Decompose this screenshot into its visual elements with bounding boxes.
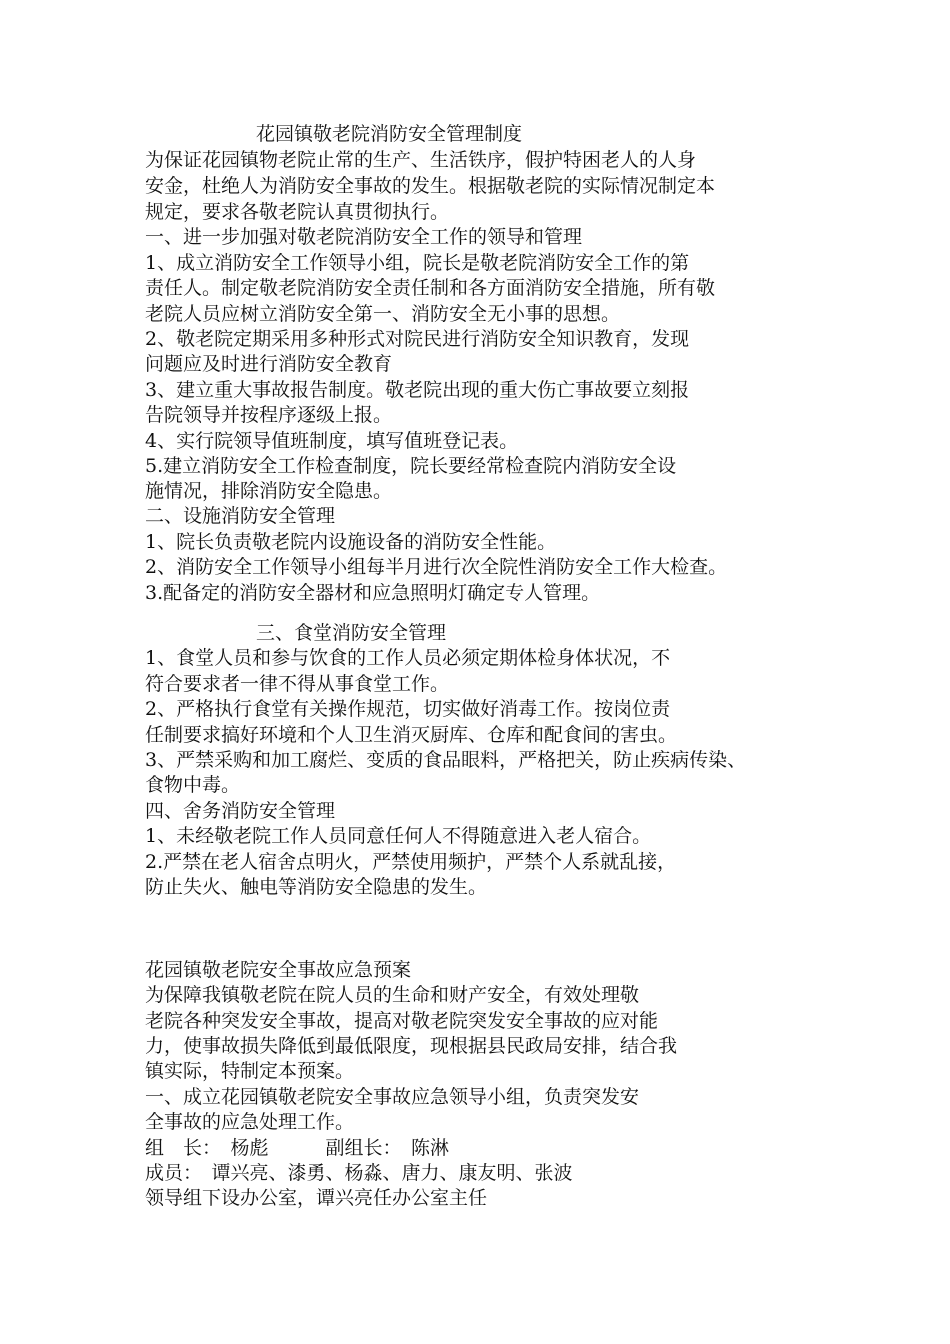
text-line: 1、未经敬老院工作人员同意任何人不得随意进入老人宿合。 <box>145 825 652 847</box>
text-line: 1、成立消防安全工作领导小组，院长是敬老院消防安全工作的第 <box>145 252 690 274</box>
section-heading-1: 一、进一步加强对敬老院消防安全工作的领导和管理 <box>145 226 583 248</box>
text-line: 食物中毒。 <box>145 774 241 796</box>
text-line: 2.严禁在老人宿舍点明火，严禁使用频护，严禁个人系就乱接， <box>145 851 677 873</box>
text-line: 2、严格执行食堂有关操作规范，切实做好消毒工作。按岗位责 <box>145 698 671 720</box>
text-line: 告院领导并按程序逐级上报。 <box>145 404 393 426</box>
section-heading-2: 二、设施消防安全管理 <box>145 505 336 527</box>
text-line: 为保证花园镇物老院止常的生产、生活铁序，假护特困老人的人身 <box>145 149 697 171</box>
section-heading-3: 三、食堂消防安全管理 <box>256 622 447 644</box>
text-line: 为保障我镇敬老院在院人员的生命和财产安全，有效处理敬 <box>145 984 640 1006</box>
text-line: 老院各种突发安全事故，提高对敬老院突发安全事故的应对能 <box>145 1010 659 1032</box>
text-line: 老院人员应树立消防安全第一、消防安全无小事的思想。 <box>145 303 621 325</box>
text-line: 全事故的应急处理工作。 <box>145 1111 355 1133</box>
text-line: 镇实际，特制定本预案。 <box>145 1060 355 1082</box>
text-line: 3.配备定的消防安全器材和应急照明灯确定专人管理。 <box>145 582 601 604</box>
text-line: 一、成立花园镇敬老院安全事故应急领导小组，负责突发安 <box>145 1086 640 1108</box>
text-line: 3、建立重大事故报告制度。敬老院出现的重大伤亡事故要立刻报 <box>145 379 690 401</box>
text-line: 力，使事故损失降低到最低限度，现根据县民政局安排，结合我 <box>145 1035 678 1057</box>
text-line: 任制要求搞好环境和个人卫生消灭厨库、仓库和配食间的害虫。 <box>145 724 678 746</box>
office-line: 领导组下设办公室，谭兴亮任办公室主任 <box>145 1187 488 1209</box>
text-line: 1、食堂人员和参与饮食的工作人员必须定期体检身体状况，不 <box>145 647 671 669</box>
text-line: 符合要求者一律不得从事食堂工作。 <box>145 673 450 695</box>
text-line: 5.建立消防安全工作检查制度，院长要经常检查院内消防安全设 <box>145 455 677 477</box>
text-line: 1、院长负责敬老院内设施设备的消防安全性能。 <box>145 531 557 553</box>
section-heading-4: 四、舍务消防安全管理 <box>145 800 336 822</box>
text-line: 责任人。制定敬老院消防安全责任制和各方面消防安全措施，所有敬 <box>145 277 716 299</box>
text-line: 问题应及时进行消防安全教育 <box>145 353 393 375</box>
text-line: 3、严禁采购和加工腐烂、变质的食品眼料，严格把关，防止疾病传染、 <box>145 749 747 771</box>
text-line: 2、消防安全工作领导小组每半月进行次全院性消防安全工作大检查。 <box>145 556 728 578</box>
text-line: 规定，要求各敬老院认真贯彻执行。 <box>145 201 450 223</box>
doc-title-fire-safety: 花园镇敬老院消防安全管理制度 <box>256 123 523 145</box>
team-members-line: 成员： 谭兴亮、漆勇、杨淼、唐力、康友明、张波 <box>145 1162 573 1184</box>
team-leader-line: 组 长： 杨彪 副组长： 陈淋 <box>145 1137 450 1159</box>
text-line: 4、实行院领导值班制度，填写值班登记表。 <box>145 430 519 452</box>
text-line: 施情况，排除消防安全隐患。 <box>145 480 393 502</box>
text-line: 安金，杜绝人为消防安全事故的发生。根据敬老院的实际情况制定本 <box>145 175 716 197</box>
text-line: 防止失火、触电等消防安全隐患的发生。 <box>145 876 488 898</box>
text-line: 2、敬老院定期采用多种形式对院民进行消防安全知识教育，发现 <box>145 328 690 350</box>
doc-title-emergency-plan: 花园镇敬老院安全事故应急预案 <box>145 959 412 981</box>
